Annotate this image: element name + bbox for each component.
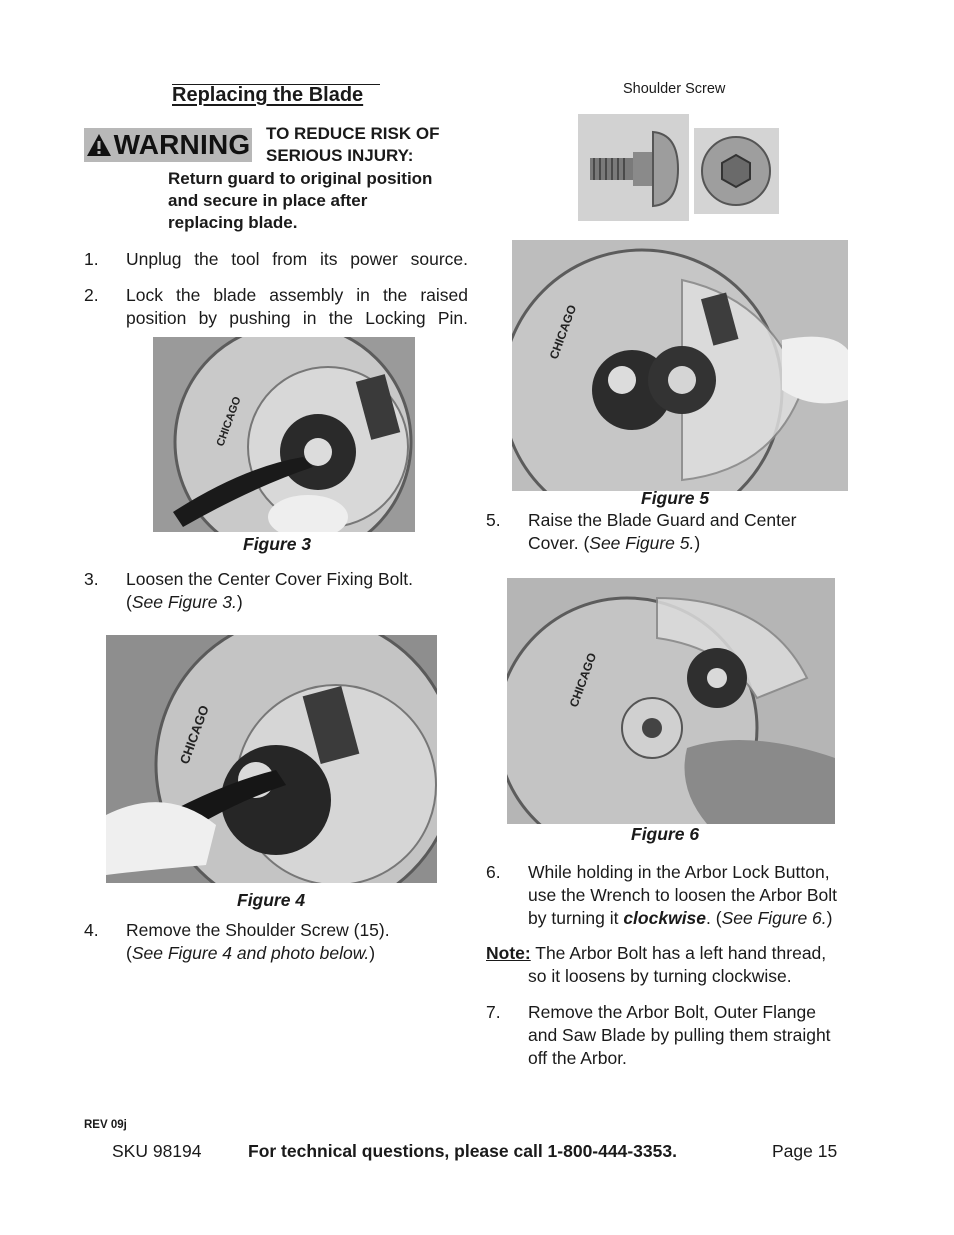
figure-3-caption: Figure 3 <box>243 534 312 554</box>
step-3 <box>84 568 468 616</box>
step-text: Raise the Blade Guard and Center <box>528 510 797 530</box>
note <box>486 942 866 990</box>
step-text: Unplug the tool from its power source. <box>126 249 468 269</box>
step-text: Remove the Shoulder Screw (15). <box>126 920 390 940</box>
step-text: off the Arbor. <box>528 1048 627 1068</box>
step-number: 7. <box>486 1002 501 1022</box>
figure-4-photo <box>106 635 437 883</box>
photo-brand-text: CHICAGO <box>546 302 580 362</box>
step-number: 5. <box>486 510 501 530</box>
warning-headline-line: TO REDUCE RISK OF <box>266 124 440 143</box>
step-text: by turning it clockwise. (See Figure 6.) <box>528 908 833 928</box>
warning-headline-line: SERIOUS INJURY: <box>266 146 414 165</box>
step-text: Remove the Arbor Bolt, Outer Flange <box>528 1002 816 1022</box>
step-4 <box>84 919 468 967</box>
step-number: 1. <box>84 249 99 269</box>
step-5 <box>486 509 866 557</box>
warning-badge <box>84 128 252 162</box>
section-title: Replacing the Blade <box>172 84 364 106</box>
figure-4-caption: Figure 4 <box>237 890 306 910</box>
photo-brand-text: CHICAGO <box>214 395 244 449</box>
page-number: Page 15 <box>772 1141 838 1161</box>
warning-triangle-icon <box>86 133 112 157</box>
sku-label: SKU 98194 <box>112 1141 202 1161</box>
figure-6-photo <box>507 578 835 824</box>
step-text: (See Figure 3.) <box>126 592 243 612</box>
figure-6-caption: Figure 6 <box>631 824 700 844</box>
step-number: 3. <box>84 569 99 589</box>
shoulder-screw-caption: Shoulder Screw <box>623 81 726 97</box>
step-text: and Saw Blade by pulling them straight <box>528 1025 831 1045</box>
warning-body-line: Return guard to original position <box>168 169 433 188</box>
step-text: use the Wrench to loosen the Arbor Bolt <box>528 885 838 905</box>
step-1 <box>84 248 468 272</box>
note-line: Note: The Arbor Bolt has a left hand thread, <box>486 943 827 963</box>
step-number: 6. <box>486 862 501 882</box>
photo-brand-text: CHICAGO <box>566 650 600 710</box>
shoulder-screw-head-photo <box>694 128 779 214</box>
step-2 <box>84 284 468 332</box>
shoulder-screw-side-photo <box>578 114 689 221</box>
figure-3-photo <box>153 337 415 532</box>
figure-5-photo <box>512 240 848 491</box>
step-text: While holding in the Arbor Lock Button, <box>528 862 830 882</box>
step-text: Lock the blade assembly in the raised <box>126 285 468 305</box>
warning-body-line: and secure in place after <box>168 191 368 210</box>
note-line: so it loosens by turning clockwise. <box>528 966 792 986</box>
warning-body-line: replacing blade. <box>168 213 298 232</box>
figure-5-caption: Figure 5 <box>641 488 710 508</box>
photo-brand-text: CHICAGO <box>176 703 212 767</box>
warning-label: WARNING <box>113 129 251 160</box>
support-line: For technical questions, please call 1-800-444-3353. <box>248 1141 677 1161</box>
step-text: Loosen the Center Cover Fixing Bolt. <box>126 569 413 589</box>
step-6 <box>486 861 866 931</box>
warning-body <box>168 168 478 234</box>
revision-label: REV 09j <box>84 1119 127 1131</box>
step-number: 4. <box>84 920 99 940</box>
step-text: (See Figure 4 and photo below.) <box>126 943 376 963</box>
step-text: Cover. (See Figure 5.) <box>528 533 701 553</box>
step-number: 2. <box>84 285 99 305</box>
step-text: position by pushing in the Locking Pin. <box>126 308 468 328</box>
note-label: Note: <box>486 943 531 963</box>
warning-headline <box>266 123 486 167</box>
step-7 <box>486 1001 866 1071</box>
